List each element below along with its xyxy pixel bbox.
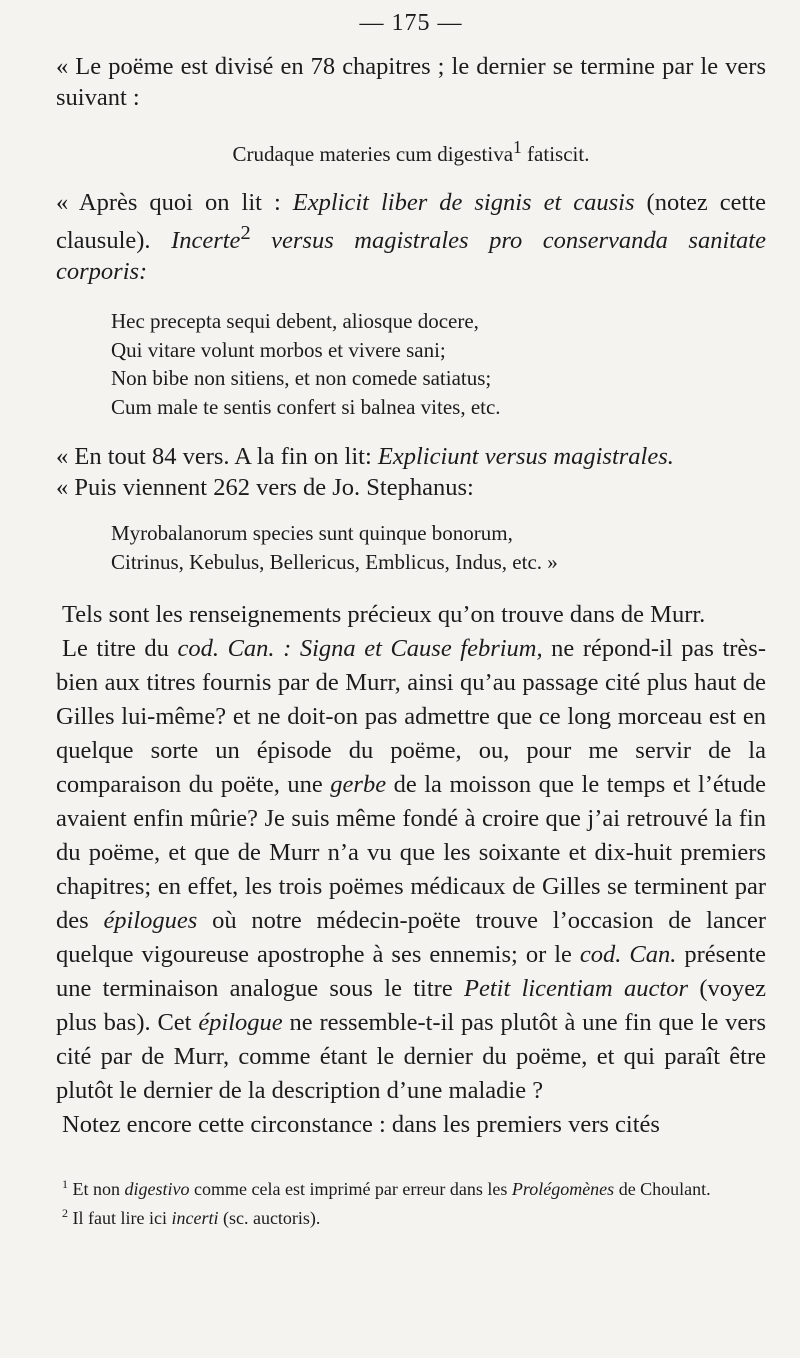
paragraph-4 — [56, 472, 766, 503]
p6-e: présente une terminaison analogue sous le titre — [56, 941, 766, 1003]
verse-crudaque — [56, 137, 766, 167]
p6-g: ne ressemble-t-il pas plutôt à une fin que le vers cité par de Murr, comme étant le dernier du poëme, et qui paraît être plutôt le dernier de la description d’une maladie ? — [56, 1009, 766, 1105]
paragraph-7 — [56, 1108, 766, 1142]
p2-b: (notez cette clausule). — [56, 189, 767, 255]
footnote-1-number: 1 — [62, 1177, 68, 1192]
fn2-a: Il faut lire ici — [68, 1208, 172, 1229]
page-number: — 175 — — [359, 10, 463, 36]
p2-italic-3: versus magistrales pro conservanda sanitate corporis: — [56, 227, 766, 286]
fn1-italic-1: digestivo — [124, 1179, 190, 1200]
p2-italic-1: Explicit liber de signis et causis — [292, 189, 635, 216]
fn1-b: comme cela est imprimé par erreur dans les — [189, 1179, 512, 1200]
p1-text: « Le poëme est divisé en 78 chapitres ; le dernier se termine par le vers suivant : — [56, 53, 766, 111]
p6-b: ne répond-il pas très-bien aux titres fournis par de Murr, ainsi qu’au passage cité plus haut de Gilles lui-même? et ne doit-on pas admettre que ce long morceau est en quelque sorte un épisode du poëme, ou, pour me servir de la comparaison du poëte, une — [56, 635, 766, 799]
p3-a: « En tout 84 vers. A la fin on lit: — [56, 443, 378, 471]
paragraph-3 — [56, 441, 766, 472]
fn2-b: (sc. auctoris). — [218, 1208, 321, 1229]
p2-italic-2: Incerte — [171, 227, 241, 255]
p6-c: de la moisson que le temps et l’étude avaient enfin mûrie? Je suis même fondé à croire que j’ai retrouvé la fin du poëme, et que de Murr n’a vu que les soixante et dix-huit premiers chapitres; en effet, les trois poëmes médicaux de Gilles se terminent par des — [56, 771, 766, 935]
verse-block-3 — [56, 519, 766, 576]
p7-text: Notez encore cette circonstance : dans les premiers vers cités — [62, 1111, 660, 1139]
p6-italic-4: cod. Can. — [579, 941, 677, 969]
p6-italic-3: épilogues — [103, 907, 198, 935]
verse2-line: Cum male te sentis confert si balnea vites, etc. — [111, 394, 501, 419]
verse2-line: Non bibe non sitiens, et non comede satiatus; — [111, 366, 492, 391]
fn1-c: de Choulant. — [614, 1179, 711, 1200]
fn1-italic-2: Prolégomènes — [511, 1179, 615, 1200]
p6-a: Le titre du — [62, 635, 178, 663]
fn2-italic: incerti — [171, 1208, 219, 1229]
p6-f: (voyez plus bas). Cet — [56, 975, 766, 1037]
p3-italic: Expliciunt versus magistrales. — [377, 443, 674, 471]
verse1-end: fatiscit. — [521, 142, 590, 166]
p4-text: « Puis viennent 262 vers de Jo. Stephanus: — [56, 474, 474, 502]
footnote-ref-2: 2 — [240, 222, 251, 244]
paragraph-5 — [56, 598, 766, 632]
p6-italic-5: Petit licentiam auctor — [464, 975, 689, 1003]
verse3-line: Citrinus, Kebulus, Bellericus, Emblicus, Indus, etc. » — [111, 549, 558, 574]
footnote-1 — [56, 1172, 766, 1201]
footnote-ref-1: 1 — [513, 137, 522, 157]
verse2-line: Qui vitare volunt morbos et vivere sani; — [111, 337, 446, 362]
p6-italic-1: cod. Can. : Signa et Cause febrium, — [177, 635, 543, 663]
paragraph-1 — [56, 51, 766, 113]
paragraph-6 — [56, 632, 766, 1108]
p6-italic-6: épilogue — [198, 1009, 283, 1037]
p5-text: Tels sont les renseignements précieux qu’on trouve dans de Murr. — [62, 601, 706, 629]
footnote-2-number: 2 — [62, 1206, 68, 1221]
verse2-line: Hec precepta sequi debent, aliosque docere, — [111, 309, 479, 334]
p6-italic-2: gerbe — [330, 771, 387, 799]
fn1-a: Et non — [68, 1179, 125, 1200]
verse3-line: Myrobalanorum species sunt quinque bonorum, — [111, 521, 513, 546]
verse1-text: Crudaque materies cum digestiva — [232, 142, 514, 166]
paragraph-2 — [56, 187, 766, 287]
footnote-2 — [56, 1201, 766, 1230]
verse-block-2 — [56, 307, 766, 421]
p2-a: « Après quoi on lit : — [56, 189, 293, 216]
p6-d: où notre médecin-poëte trouve l’occasion de lancer quelque vigoureuse apostrophe à ses ennemis; or le — [56, 907, 766, 969]
